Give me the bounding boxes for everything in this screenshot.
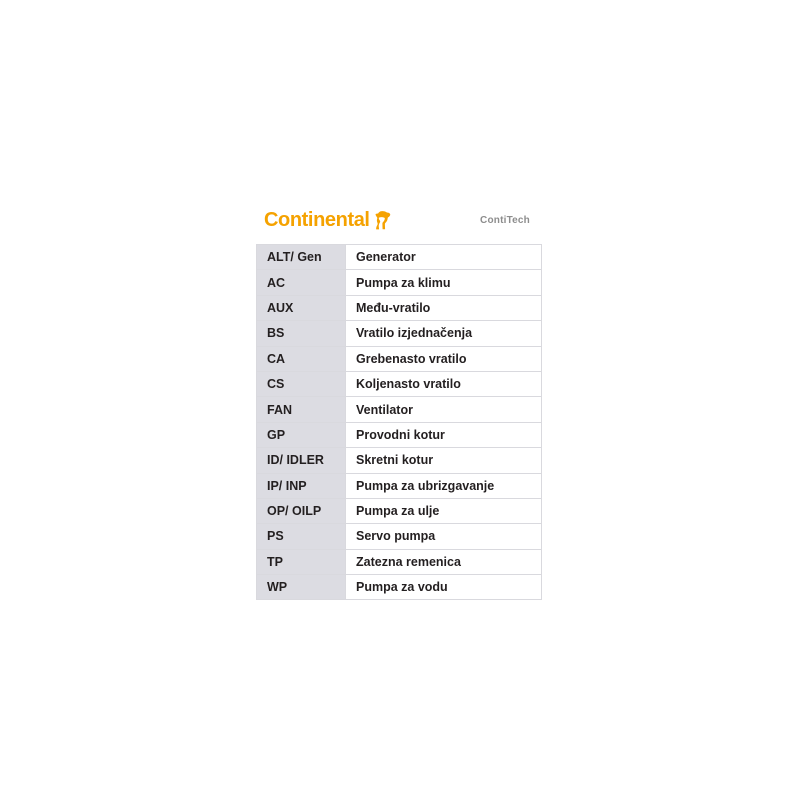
legend-code: PS: [257, 524, 346, 549]
table-row: [257, 473, 542, 498]
legend-code: OP/ OILP: [257, 498, 346, 523]
legend-desc: Pumpa za ulje: [346, 498, 542, 523]
brand-header: [256, 196, 542, 244]
legend-desc: Servo pumpa: [346, 524, 542, 549]
legend-code: ALT/ Gen: [257, 245, 346, 270]
legend-desc: Među-vratilo: [346, 295, 542, 320]
table-row: [257, 346, 542, 371]
legend-desc: Koljenasto vratilo: [346, 371, 542, 396]
legend-code: BS: [257, 321, 346, 346]
legend-desc: Provodni kotur: [346, 422, 542, 447]
table-row: [257, 498, 542, 523]
table-row: [257, 245, 542, 270]
legend-code: AUX: [257, 295, 346, 320]
legend-desc: Grebenasto vratilo: [346, 346, 542, 371]
table-row: [257, 321, 542, 346]
legend-desc: Ventilator: [346, 397, 542, 422]
table-row: [257, 549, 542, 574]
legend-code: WP: [257, 575, 346, 600]
table-row: [257, 524, 542, 549]
table-row: [257, 575, 542, 600]
legend-code: GP: [257, 422, 346, 447]
horse-logo-icon: [373, 210, 391, 230]
sub-brand-label: ContiTech: [480, 214, 530, 226]
table-row: [257, 397, 542, 422]
legend-desc: Skretni kotur: [346, 448, 542, 473]
table-row: [257, 295, 542, 320]
legend-code: IP/ INP: [257, 473, 346, 498]
legend-desc: Pumpa za vodu: [346, 575, 542, 600]
table-row: [257, 448, 542, 473]
legend-code: TP: [257, 549, 346, 574]
legend-code: CS: [257, 371, 346, 396]
legend-desc: Generator: [346, 245, 542, 270]
legend-code: ID/ IDLER: [257, 448, 346, 473]
legend-code: CA: [257, 346, 346, 371]
table-row: [257, 422, 542, 447]
legend-card: [256, 196, 542, 600]
legend-desc: Vratilo izjednačenja: [346, 321, 542, 346]
brand-logo: [264, 210, 391, 230]
legend-desc: Pumpa za klimu: [346, 270, 542, 295]
legend-desc: Pumpa za ubrizgavanje: [346, 473, 542, 498]
legend-table: [256, 244, 542, 600]
legend-code: FAN: [257, 397, 346, 422]
brand-name: Continental: [264, 209, 370, 231]
table-row: [257, 371, 542, 396]
legend-table-body: [257, 245, 542, 600]
table-row: [257, 270, 542, 295]
legend-code: AC: [257, 270, 346, 295]
legend-desc: Zatezna remenica: [346, 549, 542, 574]
